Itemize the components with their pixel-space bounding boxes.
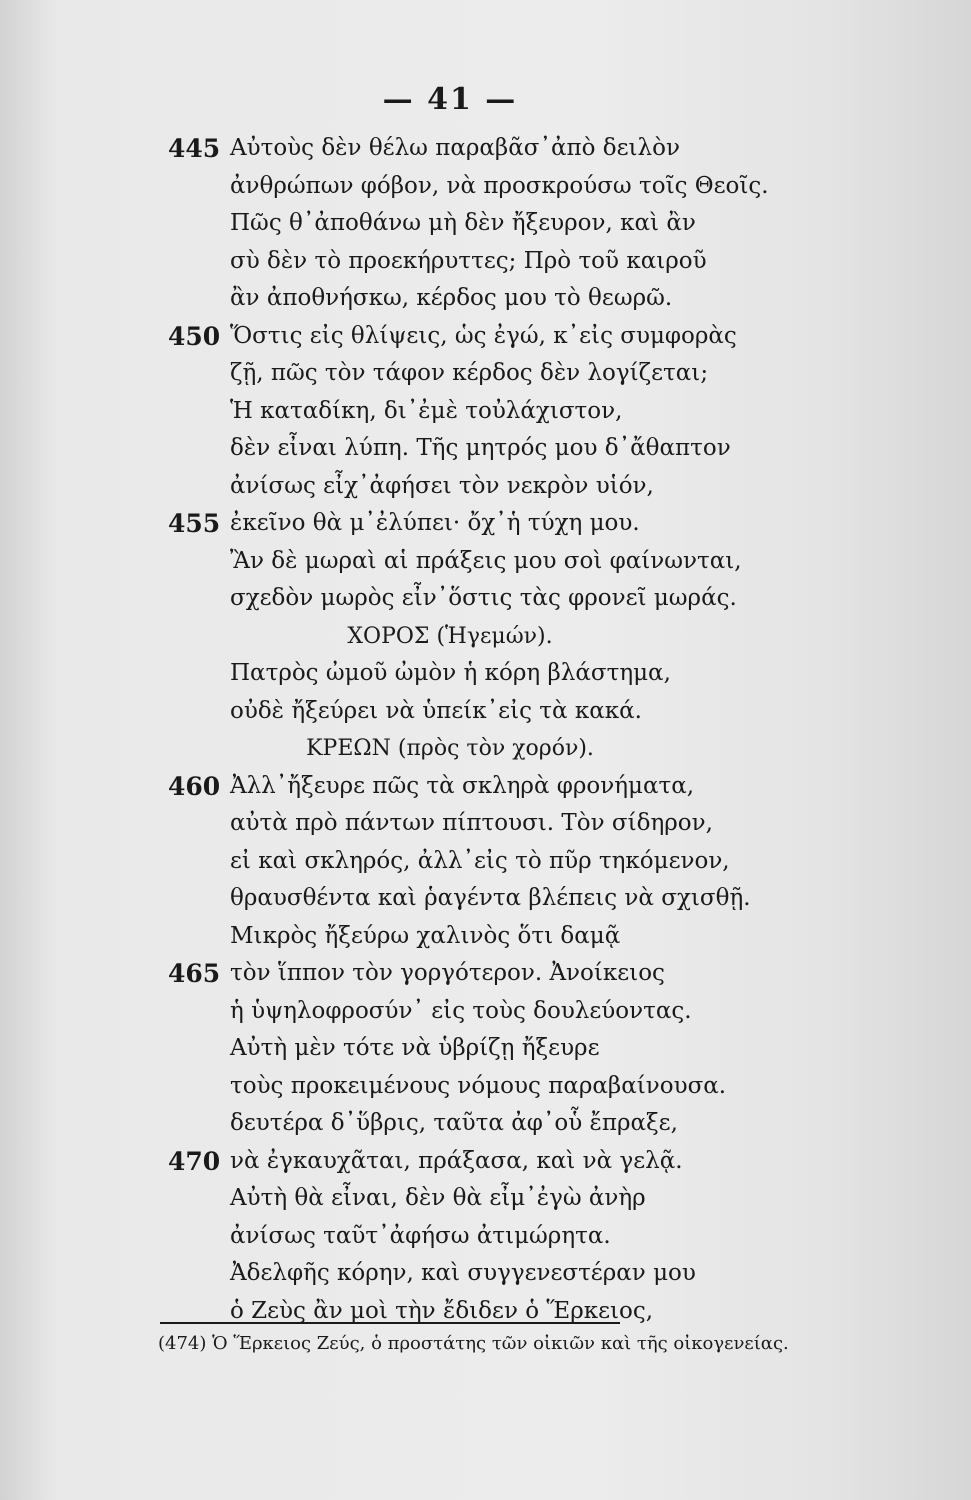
line-number: 455 [168, 509, 221, 538]
verse-text: Ἀδελφῆς κόρην, καὶ συγγενεστέραν μου [230, 1260, 696, 1286]
verse-text: αὐτὰ πρὸ πάντων πίπτουσι. Τὸν σίδηρον, [230, 810, 713, 836]
verse-text: Πατρὸς ὠμοῦ ὠμὸν ἡ κόρη βλάστημα, [230, 660, 671, 686]
verse-text: Ὅστις εἰς θλίψεις, ὡς ἐγώ, κ᾽εἰς συμφορὰς [230, 322, 737, 349]
verse-line [0, 1293, 971, 1331]
verse-line [0, 393, 971, 431]
verse-text: ἐκεῖνο θὰ μ᾽ἐλύπει· ὄχ᾽ἡ τύχη μου. [230, 510, 640, 536]
verse-line [0, 130, 971, 168]
verse-text: ἡ ὑψηλοφροσύν᾽ εἰς τοὺς δουλεύοντας. [230, 997, 692, 1024]
footnote-rule [160, 1322, 620, 1324]
line-number: 465 [168, 959, 221, 988]
verse-text: Αὐτὴ θὰ εἶναι, δὲν θὰ εἶμ᾽ἐγὼ ἀνὴρ [230, 1185, 646, 1211]
verse-line [0, 505, 971, 543]
verse-line [0, 243, 971, 281]
verse-line [0, 805, 971, 843]
verse-line [0, 543, 971, 581]
verse-line [0, 468, 971, 506]
verse-text: σὺ δὲν τὸ προεκήρυττες; Πρὸ τοῦ καιροῦ [230, 247, 707, 274]
verse-text: Ἂν δὲ μωραὶ αἱ πράξεις μου σοὶ φαίνωνται, [230, 547, 742, 574]
verse-text: δὲν εἶναι λύπη. Τῆς μητρός μου δ᾽ἄθαπτον [230, 435, 731, 461]
verse-lines [0, 130, 971, 1330]
footnote: (474) Ὁ Ἕρκειος Ζεύς, ὁ προστάτης τῶν οἰκιῶν καὶ τῆς οἰκογενείας. [158, 1333, 789, 1354]
verse-line [0, 1180, 971, 1218]
verse-line [0, 430, 971, 468]
verse-line [0, 205, 971, 243]
verse-text: Ἡ καταδίκη, δι᾽ἐμὲ τοὐλάχιστον, [230, 397, 623, 424]
verse-text: Αὐτοὺς δὲν θέλω παραβᾶσ᾽ἀπὸ δειλὸν [230, 135, 680, 161]
verse-line [0, 1255, 971, 1293]
verse-line [0, 1068, 971, 1106]
line-number: 470 [168, 1146, 221, 1176]
verse-line [0, 1143, 971, 1181]
verse-line [0, 580, 971, 618]
verse-line [0, 955, 971, 993]
speaker-heading [0, 618, 971, 656]
verse-text: ὁ Ζεὺς ἂν μοὶ τὴν ἔδιδεν ὁ Ἕρκειος, [230, 1297, 654, 1324]
verse-text: δευτέρα δ᾽ὕβρις, ταῦτα ἀφ᾽οὗ ἔπραξε, [230, 1110, 678, 1136]
verse-text: ζῇ, πῶς τὸν τάφον κέρδος δὲν λογίζεται; [230, 360, 709, 386]
verse-text: ἀνίσως εἶχ᾽ἀφήσει τὸν νεκρὸν υἱόν, [230, 472, 654, 499]
verse-text: οὐδὲ ἤξεύρει νὰ ὑπείκ᾽εἰς τὰ κακά. [230, 697, 642, 724]
verse-line [0, 355, 971, 393]
page-number: — 41 — [382, 82, 518, 117]
verse-text: ἀνίσως ταῦτ᾽ἀφήσω ἀτιμώρητα. [230, 1222, 611, 1249]
verse-text: εἰ καὶ σκληρός, ἀλλ᾽εἰς τὸ πῦρ τηκόμενον, [230, 847, 730, 874]
verse-text: τοὺς προκειμένους νόμους παραβαίνουσα. [230, 1072, 727, 1099]
verse-line [0, 693, 971, 731]
verse-text: Μικρὸς ἤξεύρω χαλινὸς ὅτι δαμᾷ [230, 922, 621, 949]
verse-line [0, 168, 971, 206]
verse-line [0, 843, 971, 881]
verse-text: ἂν ἀποθνήσκω, κέρδος μου τὸ θεωρῶ. [230, 285, 673, 311]
verse-line [0, 318, 971, 356]
verse-text: θραυσθέντα καὶ ῥαγέντα βλέπεις νὰ σχισθῇ. [230, 885, 751, 911]
speaker-heading-text: ΚΡΕΩΝ (πρὸς τὸν χορόν). [306, 736, 594, 761]
verse-line [0, 1105, 971, 1143]
speaker-heading-text: ΧΟΡΟΣ (Ἡγεμών). [347, 623, 553, 649]
verse-line [0, 1218, 971, 1256]
speaker-heading [0, 730, 971, 768]
line-number: 445 [168, 134, 221, 163]
verse-line [0, 768, 971, 806]
verse-text: Αὐτὴ μὲν τότε νὰ ὑβρίζῃ ἤξευρε [230, 1035, 600, 1061]
verse-line [0, 1030, 971, 1068]
verse-text: νὰ ἐγκαυχᾶται, πράξασα, καὶ νὰ γελᾷ. [230, 1147, 683, 1174]
verse-line [0, 655, 971, 693]
verse-line [0, 880, 971, 918]
verse-line [0, 280, 971, 318]
verse-text: σχεδὸν μωρὸς εἶν᾽ὅστις τὰς φρονεῖ μωράς. [230, 585, 737, 611]
line-number: 450 [168, 321, 221, 351]
verse-text: τὸν ἵππον τὸν γοργότερον. Ἀνοίκειος [230, 960, 665, 986]
verse-text: Πῶς θ᾽ἀποθάνω μὴ δὲν ἤξευρον, καὶ ἂν [230, 210, 696, 236]
verse-text: ἀνθρώπων φόβον, νὰ προσκρούσω τοῖς Θεοῖς. [230, 172, 769, 199]
line-number: 460 [168, 771, 221, 801]
verse-text: Ἀλλ᾽ἤξευρε πῶς τὰ σκληρὰ φρονήματα, [230, 772, 695, 799]
verse-line [0, 993, 971, 1031]
verse-line [0, 918, 971, 956]
